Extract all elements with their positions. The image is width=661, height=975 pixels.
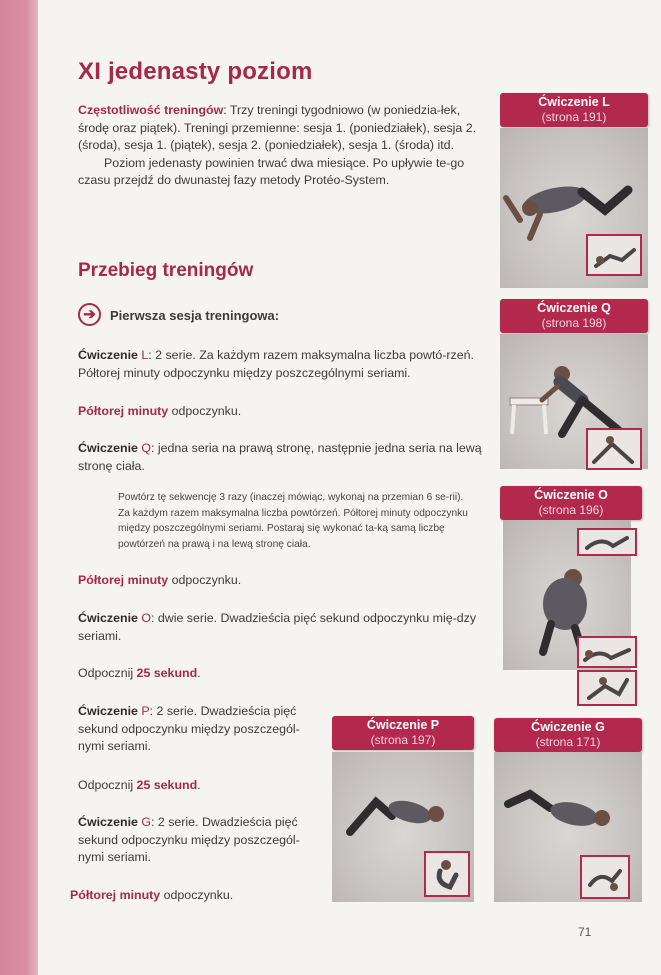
- exercise-q-instruction: [78, 440, 482, 475]
- page-edge-stripe: [0, 0, 38, 975]
- badge-page-ref: (strona 198): [541, 316, 607, 330]
- exercise-label: Ćwiczenie: [78, 815, 142, 829]
- frequency-text: : Trzy treningi tygodniowo (w poniedzia-łek, środę oraz piątek). Treningi przemienne: sesja 1. (poniedziałek), sesja 2. (środa), sesja 1. (piątek), sesja 2. (poniedziałek), sesja 1. (środa) itd.: [78, 103, 477, 152]
- badge-page-ref: (strona 196): [538, 503, 604, 517]
- exercise-q-thumbnail: [586, 428, 642, 470]
- badge-page-ref: (strona 197): [370, 733, 436, 747]
- badge-page-ref: (strona 191): [541, 110, 607, 124]
- rest-pre: Odpocznij: [78, 666, 137, 680]
- rest-tail: .: [197, 778, 201, 792]
- rest-duration: 25 sekund: [136, 778, 198, 792]
- rest-duration: Półtorej minuty: [70, 888, 161, 902]
- rest-instruction: [70, 887, 233, 905]
- badge-title: Ćwiczenie O: [534, 488, 608, 502]
- arrow-right-icon: ➔: [78, 303, 101, 326]
- badge-exercise-o: [500, 486, 642, 520]
- exercise-text: : 2 serie. Dwadzieścia pięć sekund odpoczynku między poszczegól-nymi seriami.: [78, 704, 300, 753]
- badge-exercise-l: [500, 93, 648, 127]
- rest-instruction: [78, 572, 241, 590]
- exercise-text: : jedna seria na prawą stronę, następnie jedna seria na lewą stronę ciała.: [78, 441, 482, 473]
- badge-title: Ćwiczenie P: [366, 718, 440, 732]
- page-title: XI jedenasty poziom: [78, 58, 313, 85]
- exercise-l-thumbnail: [586, 234, 642, 276]
- sequence-note: Powtórz tę sekwencję 3 razy (inaczej mówiąc, wykonaj na przemian 6 se-rii). Za każdym razem maksymalna liczba powtórzeń. Półtorej minuty odpoczynku między poszczególnymi seriami. Postaraj się wykonać ta-ką samą liczbę powtórzeń na prawą i na lewą stronę ciała.: [118, 492, 468, 550]
- exercise-letter: O: [141, 611, 151, 625]
- badge-page-ref: (strona 171): [535, 735, 601, 749]
- exercise-label: Ćwiczenie: [78, 348, 142, 362]
- exercise-label: Ćwiczenie: [78, 611, 142, 625]
- exercise-o-thumbnail-1: [577, 528, 637, 556]
- badge-exercise-g: [494, 718, 642, 752]
- rest-tail: odpoczynku.: [168, 573, 242, 587]
- rest-duration: Półtorej minuty: [78, 404, 169, 418]
- badge-exercise-q: [500, 299, 648, 333]
- duration-paragraph: Poziom jedenasty powinien trwać dwa miesiące. Po upływie te-go czasu przejdź do dwunastej fazy metody Protéo-System.: [78, 155, 465, 187]
- exercise-l-instruction: [78, 347, 482, 382]
- badge-title: Ćwiczenie G: [531, 720, 605, 734]
- exercise-letter: G: [141, 815, 151, 829]
- exercise-o-instruction: [78, 610, 482, 645]
- exercise-g-instruction: [78, 814, 318, 867]
- exercise-letter: Q: [141, 441, 151, 455]
- exercise-letter: L: [141, 348, 149, 362]
- intro-paragraph: [78, 102, 482, 190]
- exercise-text: : dwie serie. Dwadzieścia pięć sekund odpoczynku mię-dzy seriami.: [78, 611, 477, 643]
- frequency-lead: Częstotliwość treningów: [78, 103, 224, 117]
- session-heading: Pierwsza sesja treningowa:: [110, 308, 280, 323]
- section-heading: Przebieg treningów: [78, 260, 254, 281]
- exercise-o-thumbnail-3: [577, 670, 637, 706]
- exercise-label: Ćwiczenie: [78, 441, 142, 455]
- exercise-g-thumbnail: [580, 855, 630, 899]
- exercise-o-thumbnail-2: [577, 636, 637, 668]
- rest-instruction: [78, 777, 201, 795]
- rest-duration: Półtorej minuty: [78, 573, 169, 587]
- exercise-text: : 2 serie. Za każdym razem maksymalna liczba powtó-rzeń. Półtorej minuty odpoczynku między poszczególnymi seriami.: [78, 348, 474, 380]
- badge-exercise-p: [332, 716, 474, 750]
- page-number: 71: [578, 925, 592, 939]
- rest-tail: odpoczynku.: [168, 404, 242, 418]
- exercise-p-instruction: [78, 703, 318, 756]
- rest-tail: odpoczynku.: [160, 888, 234, 902]
- rest-instruction: [78, 665, 201, 683]
- badge-title: Ćwiczenie L: [538, 95, 610, 109]
- rest-pre: Odpocznij: [78, 778, 137, 792]
- rest-instruction: [78, 403, 241, 421]
- badge-title: Ćwiczenie Q: [537, 301, 611, 315]
- rest-tail: .: [197, 666, 201, 680]
- exercise-letter: P: [141, 704, 150, 718]
- exercise-p-thumbnail: [424, 851, 470, 897]
- rest-duration: 25 sekund: [136, 666, 198, 680]
- exercise-text: : 2 serie. Dwadzieścia pięć sekund odpoczynku między poszczegól-nymi seriami.: [78, 815, 300, 864]
- exercise-label: Ćwiczenie: [78, 704, 142, 718]
